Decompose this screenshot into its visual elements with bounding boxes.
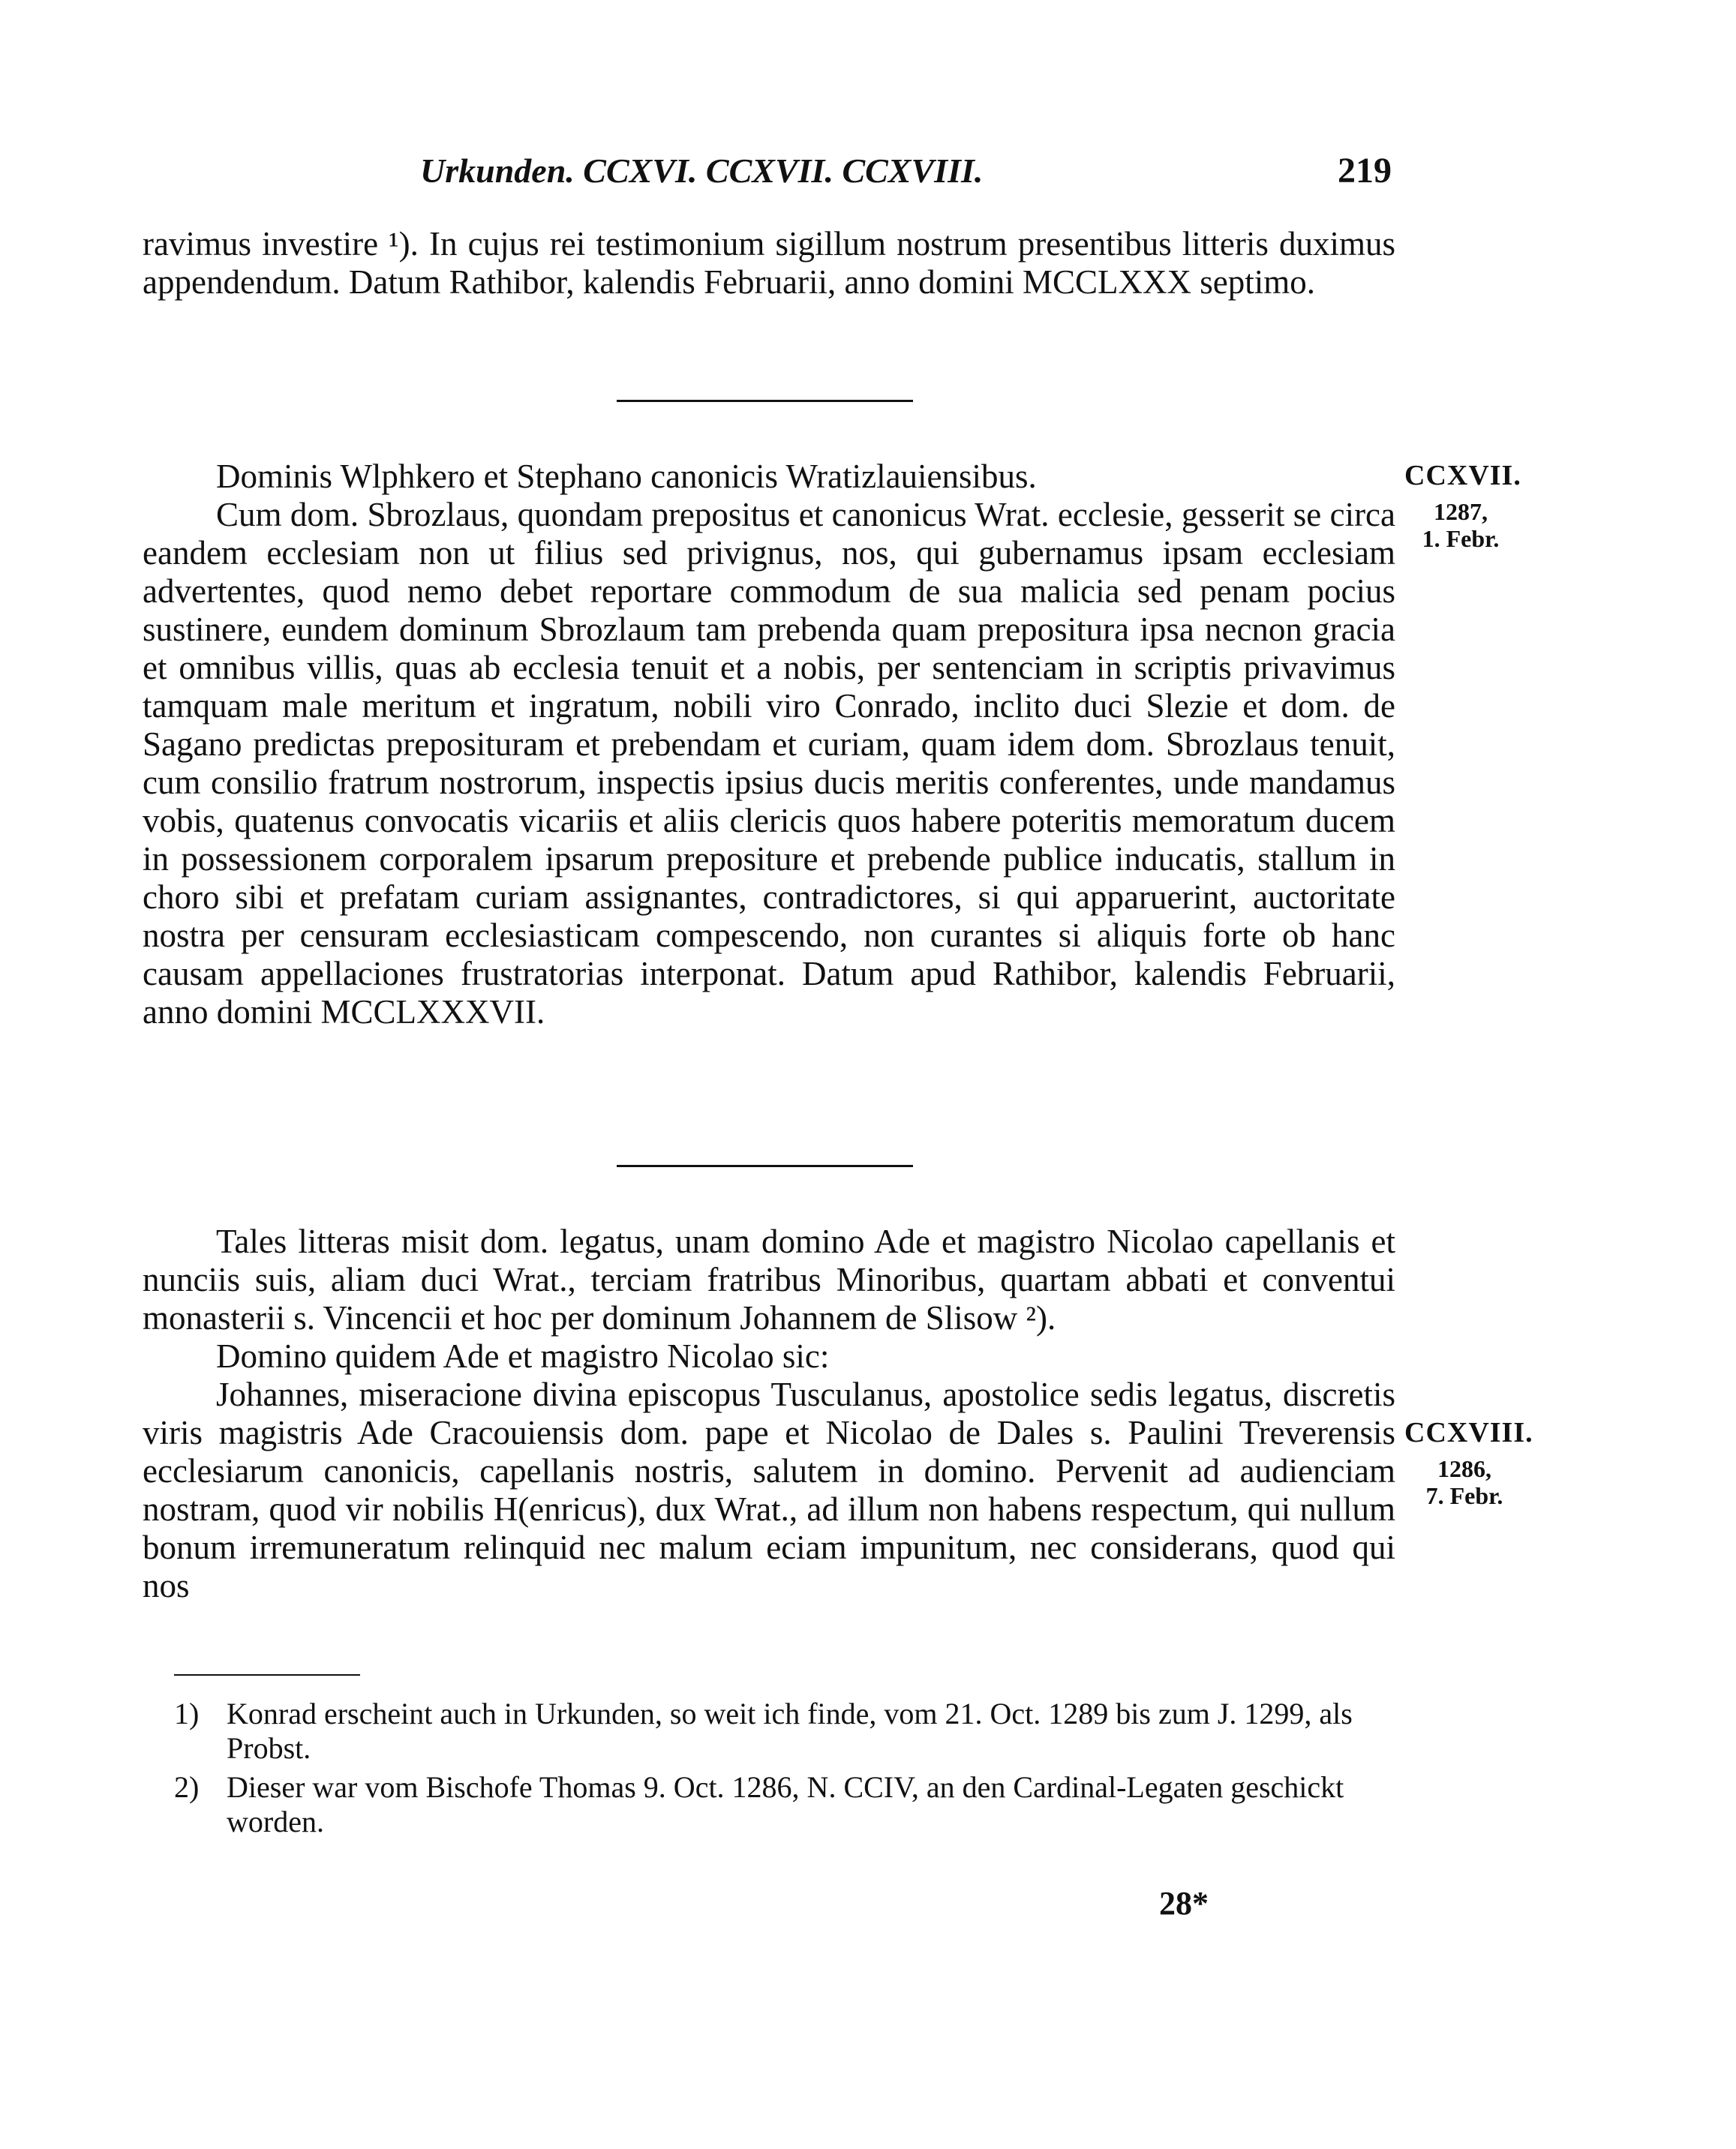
doc-217-margin-day: 1. Febr.	[1422, 525, 1500, 552]
doc-217-margin-note	[1404, 459, 1521, 552]
doc-217-body: Cum dom. Sbrozlaus, quondam prepositus et canonicus Wrat. ecclesie, gesserit se circa eandem ecclesiam non ut filius sed privignus, nos, qui gubernamus ipsam ecclesiam advertentes, quod nemo debet reportare commodum de sua malicia sed penam pocius sustinere, eundem dominum Sbrozlaum tam prebenda quam prepositura ipsa necnon gracia et omnibus villis, quas ab ecclesia tenuit et a nobis, per sentenciam in scriptis privavimus tamquam male meritum et ingratum, nobili viro Conrado, inclito duci Slezie et dom. de Sagano predictas preposituram et prebendam et curiam, quam idem dom. Sbrozlaus tenuit, cum consilio fratrum nostrorum, inspectis ipsius ducis meritis conferentes, unde mandamus vobis, quatenus convocatis vicariis et aliis clericis quos habere poteritis memoratum ducem in possessionem corporalem ipsarum prepositure et prebende publice inducatis, stallum in choro sibi et prefatam curiam assignantes, contradictores, si qui apparuerint, auctoritate nostra per censuram ecclesiasticam compescendo, non curantes si aliquis forte ob hanc causam appellaciones frustratorias interponat. Datum apud Rathibor, kalendis Februarii, anno domini MCCLXXXVII.	[143, 496, 1395, 1031]
footnote-1	[174, 1697, 1393, 1766]
section-divider	[617, 400, 913, 402]
doc-217-margin-year: 1287,	[1434, 498, 1488, 525]
doc-216-text: ravimus investire ¹). In cujus rei testimonium sigillum nostrum presentibus litteris duximus appendendum. Datum Rathibor, kalendis Februarii, anno domini MCCLXXX septimo.	[143, 225, 1395, 301]
section-divider	[617, 1165, 913, 1167]
footnote-1-text: Konrad erscheint auch in Urkunden, so weit ich finde, vom 21. Oct. 1289 bis zum J. 1299, als Probst.	[227, 1697, 1353, 1765]
doc-218-margin-note	[1404, 1416, 1533, 1509]
doc-217-address: Dominis Wlphkero et Stephano canonicis Wratizlauiensibus.	[216, 458, 1037, 495]
doc-217	[143, 458, 1395, 1031]
footnote-2	[174, 1770, 1393, 1839]
footnote-1-mark: 1)	[174, 1697, 200, 1730]
page-number: 219	[1338, 151, 1392, 191]
doc-218-body: Johannes, miseracione divina episcopus Tusculanus, apostolice sedis legatus, discretis viris magistris Ade Cracouiensis dom. pape et Nicolao de Dales s. Paulini Treverensis ecclesiarum canonicis, capellanis nostris, salutem in domino. Pervenit ad audienciam nostram, quod vir nobilis H(enricus), dux Wrat., ad illum non habens respectum, qui nullum bonum irremuneratum relinquid nec malum eciam impunitum, nec considerans, quod qui nos	[143, 1376, 1395, 1604]
footnote-rule	[174, 1674, 360, 1676]
doc-216-ending	[143, 225, 1395, 302]
doc-218-margin-number: CCXVIII.	[1404, 1417, 1533, 1448]
intro-section	[143, 1223, 1395, 1605]
footnote-2-mark: 2)	[174, 1770, 200, 1804]
doc-218-margin-year: 1286,	[1437, 1455, 1491, 1482]
running-head	[420, 150, 1392, 191]
footnote-2-text: Dieser war vom Bischofe Thomas 9. Oct. 1286, N. CCIV, an den Cardinal-Legaten geschickt worden.	[227, 1770, 1344, 1838]
doc-217-margin-number: CCXVII.	[1404, 460, 1521, 491]
intro-paragraph-1: Tales litteras misit dom. legatus, unam domino Ade et magistro Nicolao capellanis et nunciis suis, aliam duci Wrat., terciam fratribus Minoribus, quartam abbati et conventui monasterii s. Vincencii et hoc per dominum Johannem de Slisow ²).	[143, 1223, 1395, 1337]
signature-mark: 28*	[1159, 1885, 1209, 1922]
intro-paragraph-2: Domino quidem Ade et magistro Nicolao sic:	[216, 1337, 830, 1375]
running-title: Urkunden. CCXVI. CCXVII. CCXVIII.	[420, 152, 984, 190]
doc-218-margin-day: 7. Febr.	[1425, 1482, 1503, 1509]
